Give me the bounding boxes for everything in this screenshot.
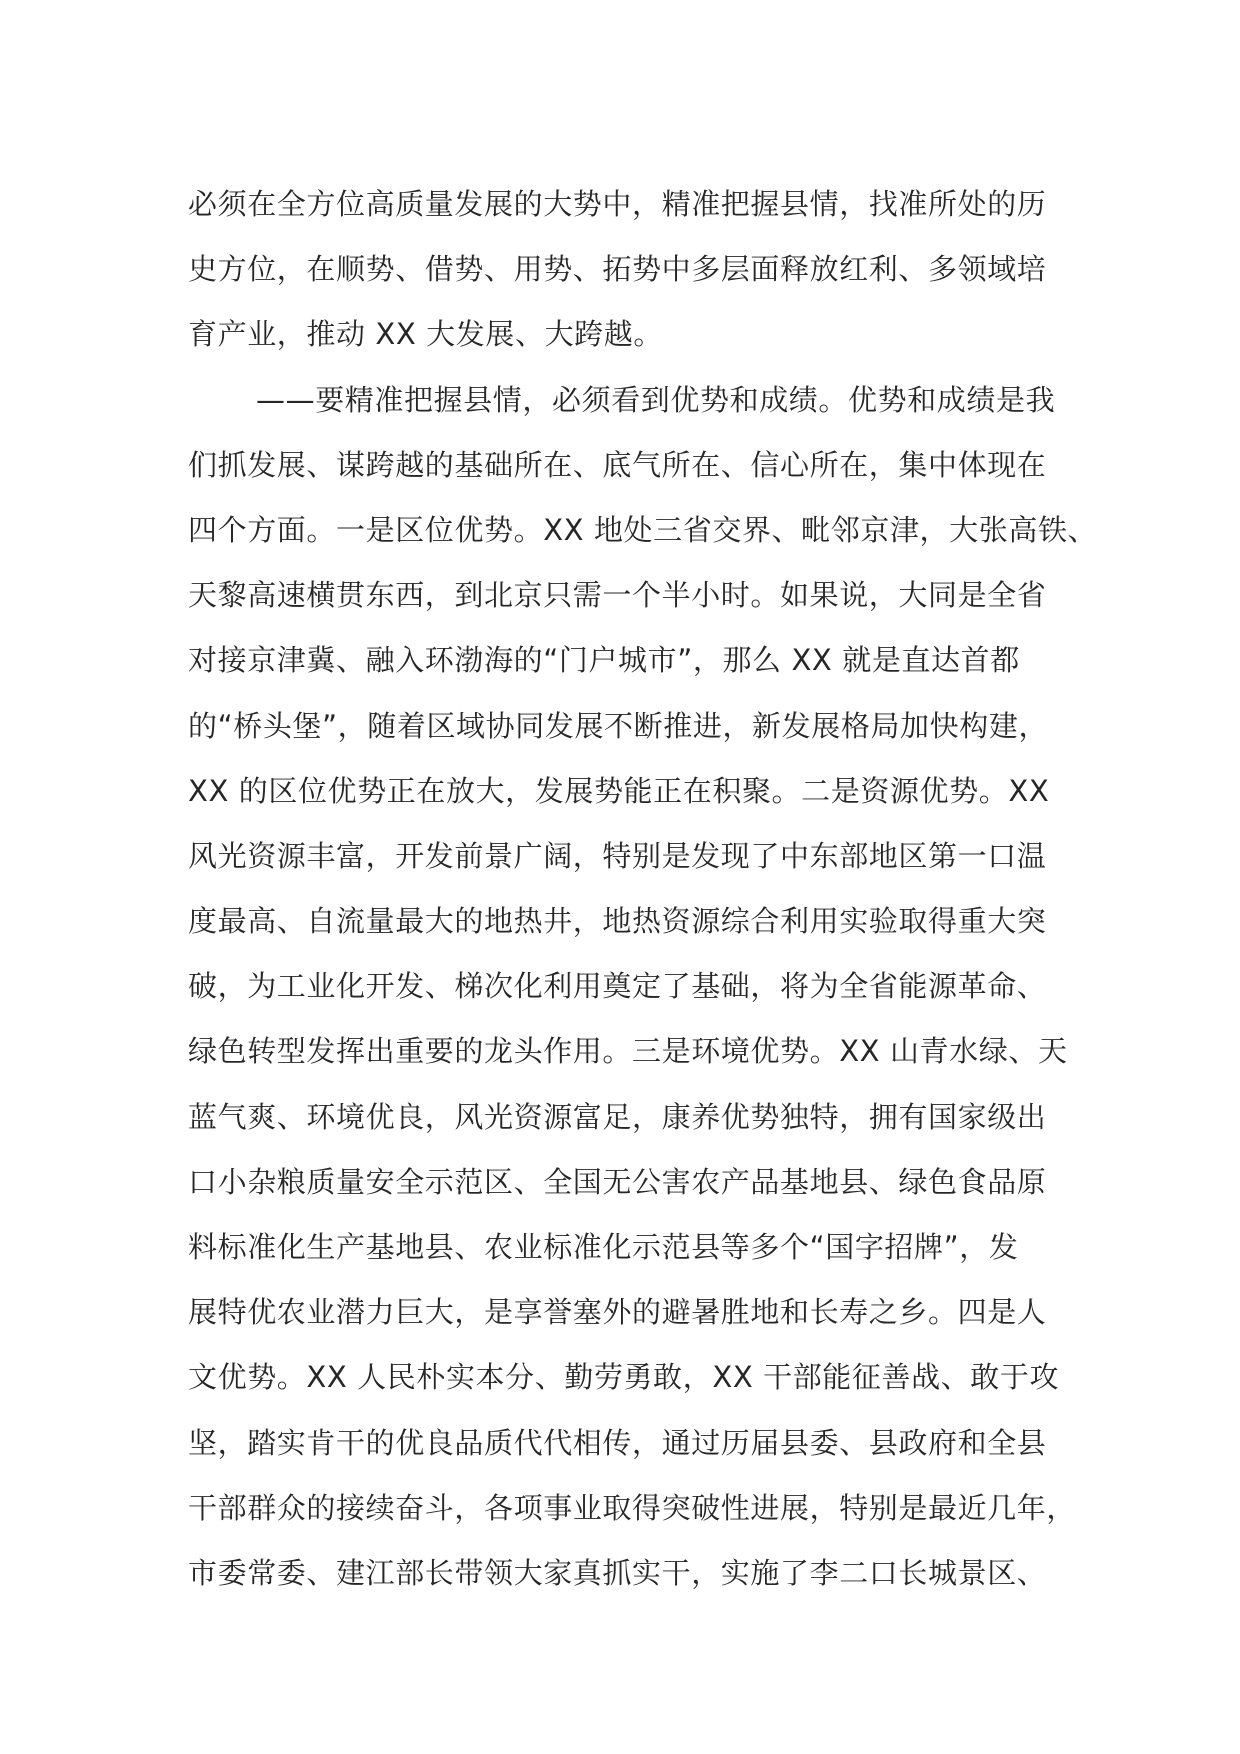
text-line: 天黎高速横贯东西，到北京只需一个半小时。如果说，大同是全省 bbox=[188, 578, 1047, 613]
text-line: 风光资源丰富，开发前景广阔，特别是发现了中东部地区第一口温 bbox=[188, 838, 1047, 873]
text-line: 料标准化生产基地县、农业标准化示范县等多个“国字招牌”，发 bbox=[188, 1230, 1019, 1264]
text-line: XX 的区位优势正在放大，发展势能正在积聚。二是资源优势。XX bbox=[188, 773, 1050, 808]
text-line: 度最高、自流量最大的地热井，地热资源综合利用实验取得重大突 bbox=[188, 904, 1047, 939]
text-line: 绿色转型发挥出重要的龙头作用。三是环境优势。XX 山青水绿、天 bbox=[188, 1034, 1068, 1069]
text-line: 育产业，推动 XX 大发展、大跨越。 bbox=[188, 317, 663, 352]
text-line: 坚，踏实肯干的优良品质代代相传，通过历届县委、县政府和全县 bbox=[188, 1425, 1047, 1460]
text-line: 蓝气爽、环境优良，风光资源富足，康养优势独特，拥有国家级出 bbox=[188, 1099, 1047, 1134]
text-line: 的“桥头堡”，随着区域协同发展不断推进，新发展格局加快构建， bbox=[188, 708, 1049, 743]
text-line: 文优势。XX 人民朴实本分、勤劳勇敢，XX 干部能征善战、敢于攻 bbox=[188, 1360, 1060, 1395]
text-line: 对接京津冀、融入环渤海的“门户城市”，那么 XX 就是直达首都 bbox=[188, 643, 1020, 678]
text-line: 史方位，在顺势、借势、用势、拓势中多层面释放红利、多领域培 bbox=[188, 252, 1047, 287]
text-line: 口小杂粮质量安全示范区、全国无公害农产品基地县、绿色食品原 bbox=[188, 1164, 1047, 1199]
text-line: 干部群众的接续奋斗，各项事业取得突破性进展，特别是最近几年， bbox=[188, 1490, 1077, 1525]
text-line: 展特优农业潜力巨大，是享誉塞外的避暑胜地和长寿之乡。四是人 bbox=[188, 1295, 1047, 1330]
text-line: 市委常委、建江部长带领大家真抓实干，实施了李二口长城景区、 bbox=[188, 1555, 1047, 1590]
text-line: 必须在全方位高质量发展的大势中，精准把握县情，找准所处的历 bbox=[188, 187, 1047, 221]
body-text bbox=[188, 172, 1098, 1606]
paragraph-first-line: ——要精准把握县情，必须看到优势和成绩。优势和成绩是我 bbox=[256, 382, 1056, 417]
text-line: 们抓发展、谋跨越的基础所在、底气所在、信心所在，集中体现在 bbox=[188, 447, 1047, 482]
text-line: 四个方面。一是区位优势。XX 地处三省交界、毗邻京津，大张高铁、 bbox=[188, 512, 1098, 547]
text-line: 破，为工业化开发、梯次化利用奠定了基础，将为全省能源革命、 bbox=[188, 969, 1047, 1004]
